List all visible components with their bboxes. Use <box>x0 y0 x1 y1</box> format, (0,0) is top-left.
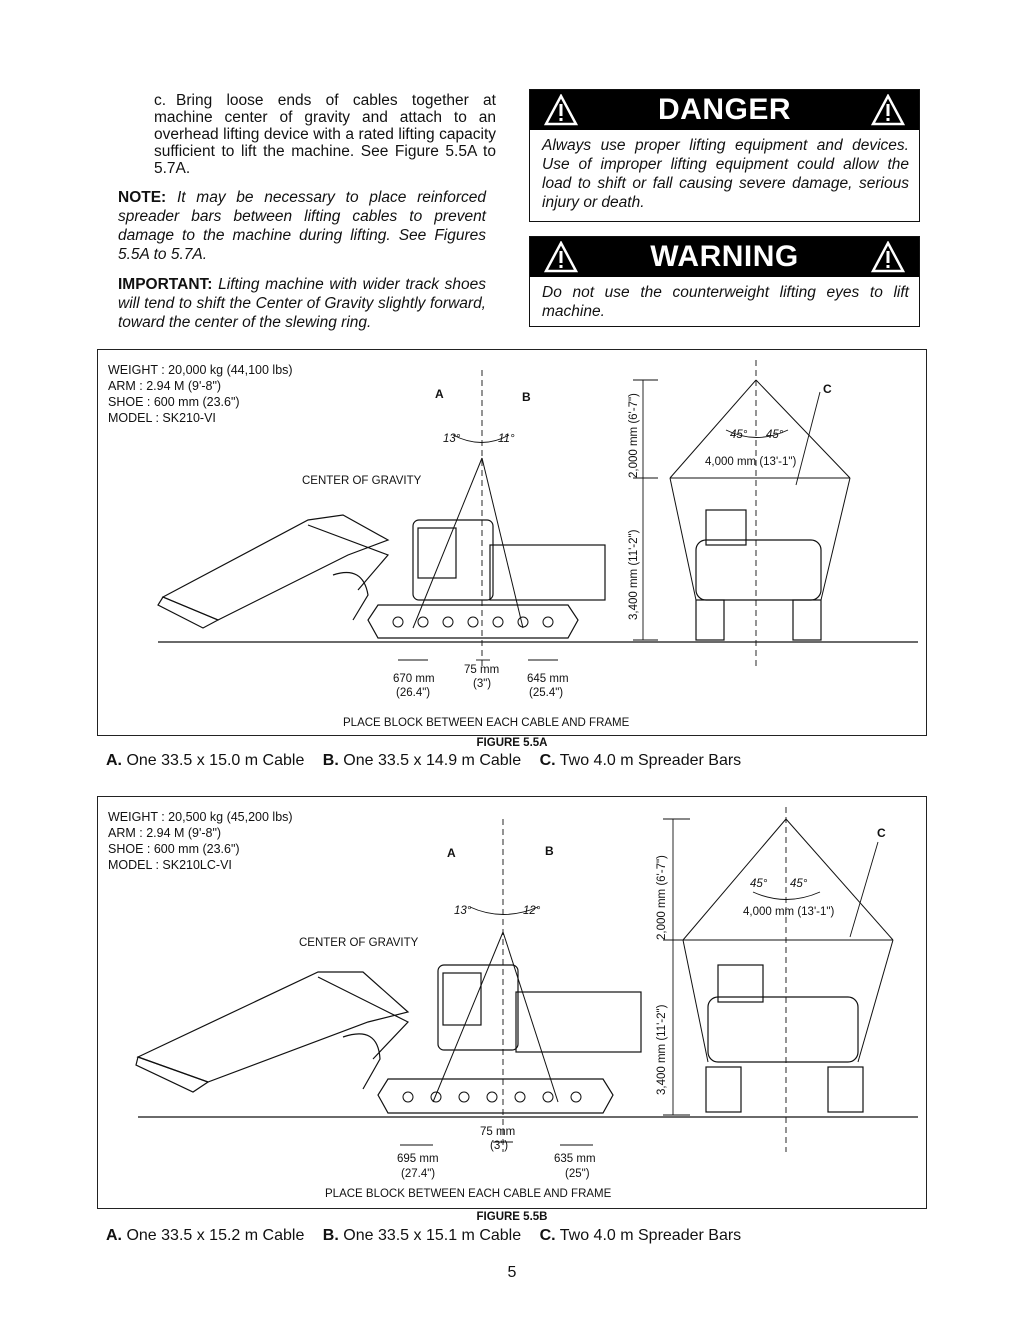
bucket <box>136 1057 208 1092</box>
part-c-text: Two 4.0 m Spreader Bars <box>559 1227 742 1244</box>
warning-triangle-icon <box>544 94 578 126</box>
page-number: 5 <box>507 1264 517 1281</box>
part-a-text: One 33.5 x 15.2 m Cable <box>126 1227 305 1244</box>
center-of-gravity-label: CENTER OF GRAVITY <box>299 937 419 949</box>
dim-center-in: (3") <box>490 1140 509 1152</box>
important-label: IMPORTANT: <box>118 276 213 293</box>
note-text: It may be necessary to place reinforced spreader bars between lifting cables to prevent damage to the machine during lifting. See Figures 5.5A to 5.7A. <box>118 189 486 263</box>
dim-right: 645 mm <box>527 673 569 685</box>
engine-housing <box>490 545 605 600</box>
dim-left-in: (27.4") <box>401 1168 436 1180</box>
spec-weight: WEIGHT : 20,500 kg (45,200 lbs) <box>108 810 293 824</box>
part-a-text: One 33.5 x 15.0 m Cable <box>126 752 305 769</box>
dim-left: 670 mm <box>393 673 435 685</box>
label-c: C <box>823 382 832 396</box>
angle-top-left: 45° <box>730 429 748 441</box>
angle-right: 11° <box>498 433 515 445</box>
dim-center: 75 mm <box>480 1126 516 1138</box>
height-lower: 3,400 mm (11'-2") <box>656 1004 668 1095</box>
spreader-width: 4,000 mm (13'-1") <box>705 456 797 468</box>
front-body <box>696 540 821 600</box>
dim-right: 635 mm <box>554 1153 596 1165</box>
bucket-side <box>343 1034 380 1089</box>
center-of-gravity-label: CENTER OF GRAVITY <box>302 475 422 487</box>
warning-title: WARNING <box>650 240 799 273</box>
danger-header <box>530 90 919 130</box>
front-body <box>708 997 858 1062</box>
warning-header <box>530 237 919 277</box>
angle-left: 13° <box>443 433 461 445</box>
cab <box>438 965 518 1050</box>
spec-arm: ARM : 2.94 M (9'-8") <box>108 826 222 840</box>
angle-top-right: 45° <box>766 429 784 441</box>
part-b-letter: B. <box>322 1227 339 1244</box>
parts-list-b <box>106 1227 741 1245</box>
note-paragraph <box>118 188 486 264</box>
warning-triangle-icon <box>871 241 905 273</box>
part-c-letter: C. <box>539 1227 556 1244</box>
parts-list-a <box>106 752 741 770</box>
danger-text: Always use proper lifting equipment and devices. Use of improper lifting equipment could allow the load to shift or fall causing severe damage, serious injury or death. <box>542 137 909 211</box>
figure-5-5a <box>97 349 927 736</box>
spreader-width: 4,000 mm (13'-1") <box>743 906 835 918</box>
spec-model: MODEL : SK210LC-VI <box>108 858 232 872</box>
label-b: B <box>522 390 531 404</box>
label-b: B <box>545 844 554 858</box>
danger-title: DANGER <box>657 93 791 126</box>
dim-right-in: (25") <box>565 1168 590 1180</box>
block-note: PLACE BLOCK BETWEEN EACH CABLE AND FRAME <box>325 1188 612 1200</box>
important-text: Lifting machine with wider track shoes will tend to shift the Center of Gravity slightly forward, toward the center of the slewing ring. <box>118 276 486 331</box>
spec-shoe: SHOE : 600 mm (23.6") <box>108 395 240 409</box>
part-c-text: Two 4.0 m Spreader Bars <box>559 752 742 769</box>
figure-caption-b: FIGURE 5.5B <box>476 1211 548 1223</box>
note-label: NOTE: <box>118 189 167 206</box>
angle-top-right: 45° <box>790 878 808 890</box>
step-text: Bring loose ends of cables together at machine center of gravity and attach to an overhead lifting device with a rated lifting capacity sufficient to lift the machine. See Figure 5.5A to 5.7A. <box>154 92 496 177</box>
engine-housing <box>516 992 641 1052</box>
specs-a <box>108 362 293 426</box>
angle-left: 13° <box>454 905 472 917</box>
part-b-letter: B. <box>322 752 339 769</box>
warning-triangle-icon <box>871 94 905 126</box>
part-c-letter: C. <box>539 752 556 769</box>
warning-triangle-icon <box>544 241 578 273</box>
important-paragraph <box>118 275 486 332</box>
danger-box <box>529 89 920 222</box>
label-a: A <box>447 846 456 860</box>
spec-arm: ARM : 2.94 M (9'-8") <box>108 379 222 393</box>
spec-weight: WEIGHT : 20,000 kg (44,100 lbs) <box>108 363 293 377</box>
dim-right-in: (25.4") <box>529 687 564 699</box>
height-upper: 2,000 mm (6'-7") <box>628 393 640 478</box>
block-note: PLACE BLOCK BETWEEN EACH CABLE AND FRAME <box>343 717 630 729</box>
part-a-letter: A. <box>106 752 122 769</box>
track-frame <box>368 605 578 638</box>
specs-b <box>108 809 293 873</box>
angle-right: 12° <box>523 905 541 917</box>
bucket <box>158 597 218 628</box>
label-a: A <box>435 387 444 401</box>
figure-caption-a: FIGURE 5.5A <box>476 737 548 749</box>
step-letter: c. <box>154 92 167 109</box>
part-b-text: One 33.5 x 14.9 m Cable <box>343 752 522 769</box>
bucket-side <box>333 573 368 621</box>
boom-arm <box>163 515 388 620</box>
cab <box>413 520 493 600</box>
figure-5-5b <box>97 796 927 1209</box>
part-a-letter: A. <box>106 1227 122 1244</box>
spec-model: MODEL : SK210-VI <box>108 411 216 425</box>
part-b-text: One 33.5 x 15.1 m Cable <box>343 1227 522 1244</box>
dim-left: 695 mm <box>397 1153 439 1165</box>
spec-shoe: SHOE : 600 mm (23.6") <box>108 842 240 856</box>
warning-text: Do not use the counterweight lifting eyes to lift machine. <box>542 284 909 320</box>
angle-top-left: 45° <box>750 878 768 890</box>
warning-box <box>529 236 920 327</box>
dim-left-in: (26.4") <box>396 687 431 699</box>
label-c: C <box>877 826 886 840</box>
dim-center: 75 mm <box>464 664 500 676</box>
step-c <box>154 92 496 177</box>
dim-center-in: (3") <box>473 678 492 690</box>
height-upper: 2,000 mm (6'-7") <box>656 855 668 940</box>
height-lower: 3,400 mm (11'-2") <box>628 529 640 620</box>
boom-arm <box>138 972 408 1082</box>
